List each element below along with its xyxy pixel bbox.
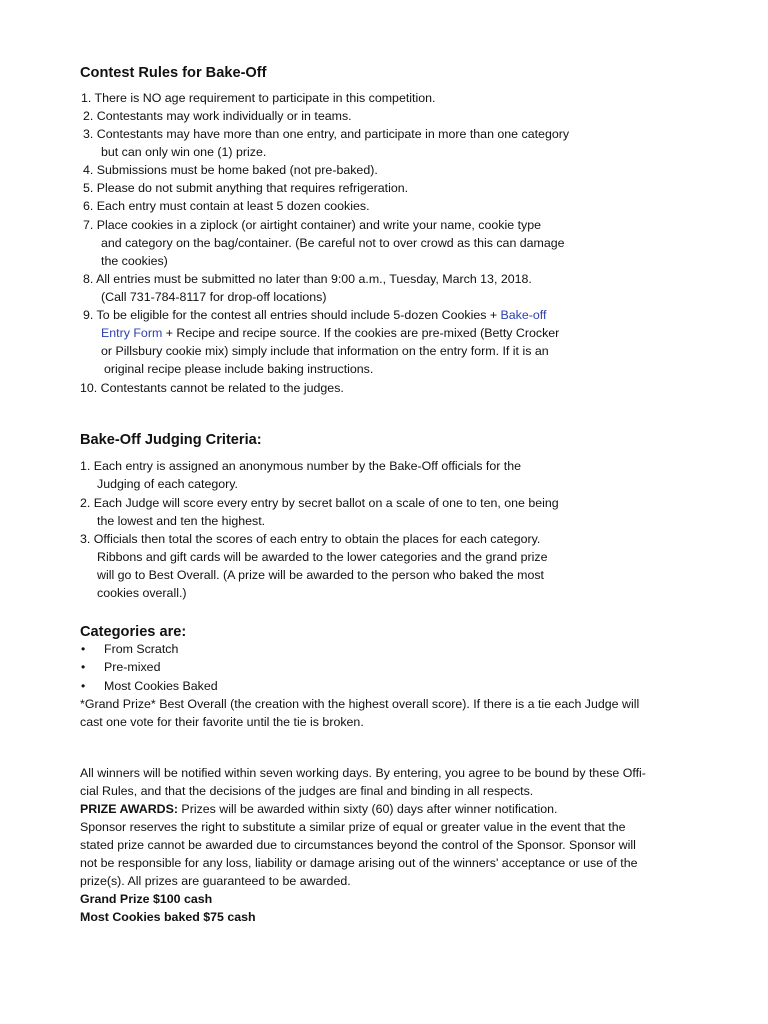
category-item-most-cookies: Most Cookies Baked (104, 679, 218, 693)
rule-line-8-cont: (Call 731-784-8117 for drop-off locations) (101, 290, 327, 304)
rule-line-9-cont-a (101, 324, 559, 342)
prize-awards-line (80, 800, 557, 818)
rule-line-9-cont-c: original recipe please include baking instructions. (104, 362, 374, 376)
rule-line-4: 4. Submissions must be home baked (not pre-baked). (83, 163, 378, 177)
contest-rules-title: Contest Rules for Bake-Off (80, 65, 267, 81)
prize-awards-text: Prizes will be awarded within sixty (60) days after winner notification. (177, 802, 558, 816)
rule-line-9-text: 9. To be eligible for the contest all entries should include 5-dozen Cookies + (83, 308, 501, 322)
closing-line-1: All winners will be notified within seven working days. By entering, you agree to be bound by these Offi- (80, 766, 646, 780)
sponsor-line-3: not be responsible for any loss, liability or damage arising out of the winners' acceptance or use of the (80, 856, 638, 870)
entry-form-link[interactable]: Entry Form (101, 326, 163, 340)
grand-prize-line-1: *Grand Prize* Best Overall (the creation with the highest overall score). If there is a tie each Judge will (80, 697, 640, 711)
sponsor-line-2: stated prize cannot be awarded due to circumstances beyond the control of the Sponsor. Sponsor will (80, 838, 636, 852)
judging-line-2-cont: the lowest and ten the highest. (97, 514, 266, 528)
grand-prize-cash: Grand Prize $100 cash (80, 892, 213, 906)
sponsor-line-4: prize(s). All prizes are guaranteed to be awarded. (80, 874, 351, 888)
rule-line-3-cont: but can only win one (1) prize. (101, 145, 267, 159)
judging-line-3-cont-a: Ribbons and gift cards will be awarded to the lower categories and the grand prize (97, 550, 548, 564)
judging-criteria-title: Bake-Off Judging Criteria: (80, 432, 262, 448)
bake-off-link[interactable]: Bake-off (500, 308, 547, 322)
categories-title: Categories are: (80, 624, 187, 640)
prize-awards-label: PRIZE AWARDS: (80, 802, 178, 816)
judging-line-1-cont: Judging of each category. (97, 477, 238, 491)
rule-line-10: 10. Contestants cannot be related to the judges. (80, 381, 344, 395)
rule-line-7-cont-a: and category on the bag/container. (Be careful not to over crowd as this can damage (101, 236, 565, 250)
rule-line-8: 8. All entries must be submitted no later than 9:00 a.m., Tuesday, March 13, 2018. (83, 272, 532, 286)
rule-line-3: 3. Contestants may have more than one entry, and participate in more than one category (83, 127, 570, 141)
most-cookies-cash: Most Cookies baked $75 cash (80, 910, 256, 924)
rule-line-2: 2. Contestants may work individually or in teams. (83, 109, 352, 123)
category-item-from-scratch: From Scratch (104, 642, 179, 656)
rule-line-5: 5. Please do not submit anything that requires refrigeration. (83, 181, 409, 195)
grand-prize-line-2: cast one vote for their favorite until the tie is broken. (80, 715, 364, 729)
judging-line-3-cont-b: will go to Best Overall. (A prize will be awarded to the person who baked the most (97, 568, 544, 582)
rule-line-6: 6. Each entry must contain at least 5 dozen cookies. (83, 199, 370, 213)
closing-line-2: cial Rules, and that the decisions of the judges are final and binding in all respects. (80, 784, 534, 798)
rule-line-9-cont-a-text: + Recipe and recipe source. If the cookies are pre-mixed (Betty Crocker (162, 326, 560, 340)
bullet-icon: • (81, 660, 86, 674)
category-item-pre-mixed: Pre-mixed (104, 660, 161, 674)
bullet-icon: • (81, 679, 86, 693)
sponsor-line-1: Sponsor reserves the right to substitute a similar prize of equal or greater value in the event that the (80, 820, 626, 834)
judging-line-1: 1. Each entry is assigned an anonymous number by the Bake-Off officials for the (80, 459, 522, 473)
judging-line-3: 3. Officials then total the scores of each entry to obtain the places for each category. (80, 532, 541, 546)
rule-line-7-cont-b: the cookies) (101, 254, 168, 268)
rule-line-1: 1. There is NO age requirement to participate in this competition. (81, 91, 436, 105)
rule-line-9 (83, 306, 546, 324)
rule-line-9-cont-b: or Pillsbury cookie mix) simply include that information on the entry form. If it is an (101, 344, 549, 358)
bullet-icon: • (81, 642, 86, 656)
rule-line-7: 7. Place cookies in a ziplock (or airtight container) and write your name, cookie type (83, 218, 541, 232)
judging-line-2: 2. Each Judge will score every entry by secret ballot on a scale of one to ten, one being (80, 496, 559, 510)
judging-line-3-cont-c: cookies overall.) (97, 586, 187, 600)
